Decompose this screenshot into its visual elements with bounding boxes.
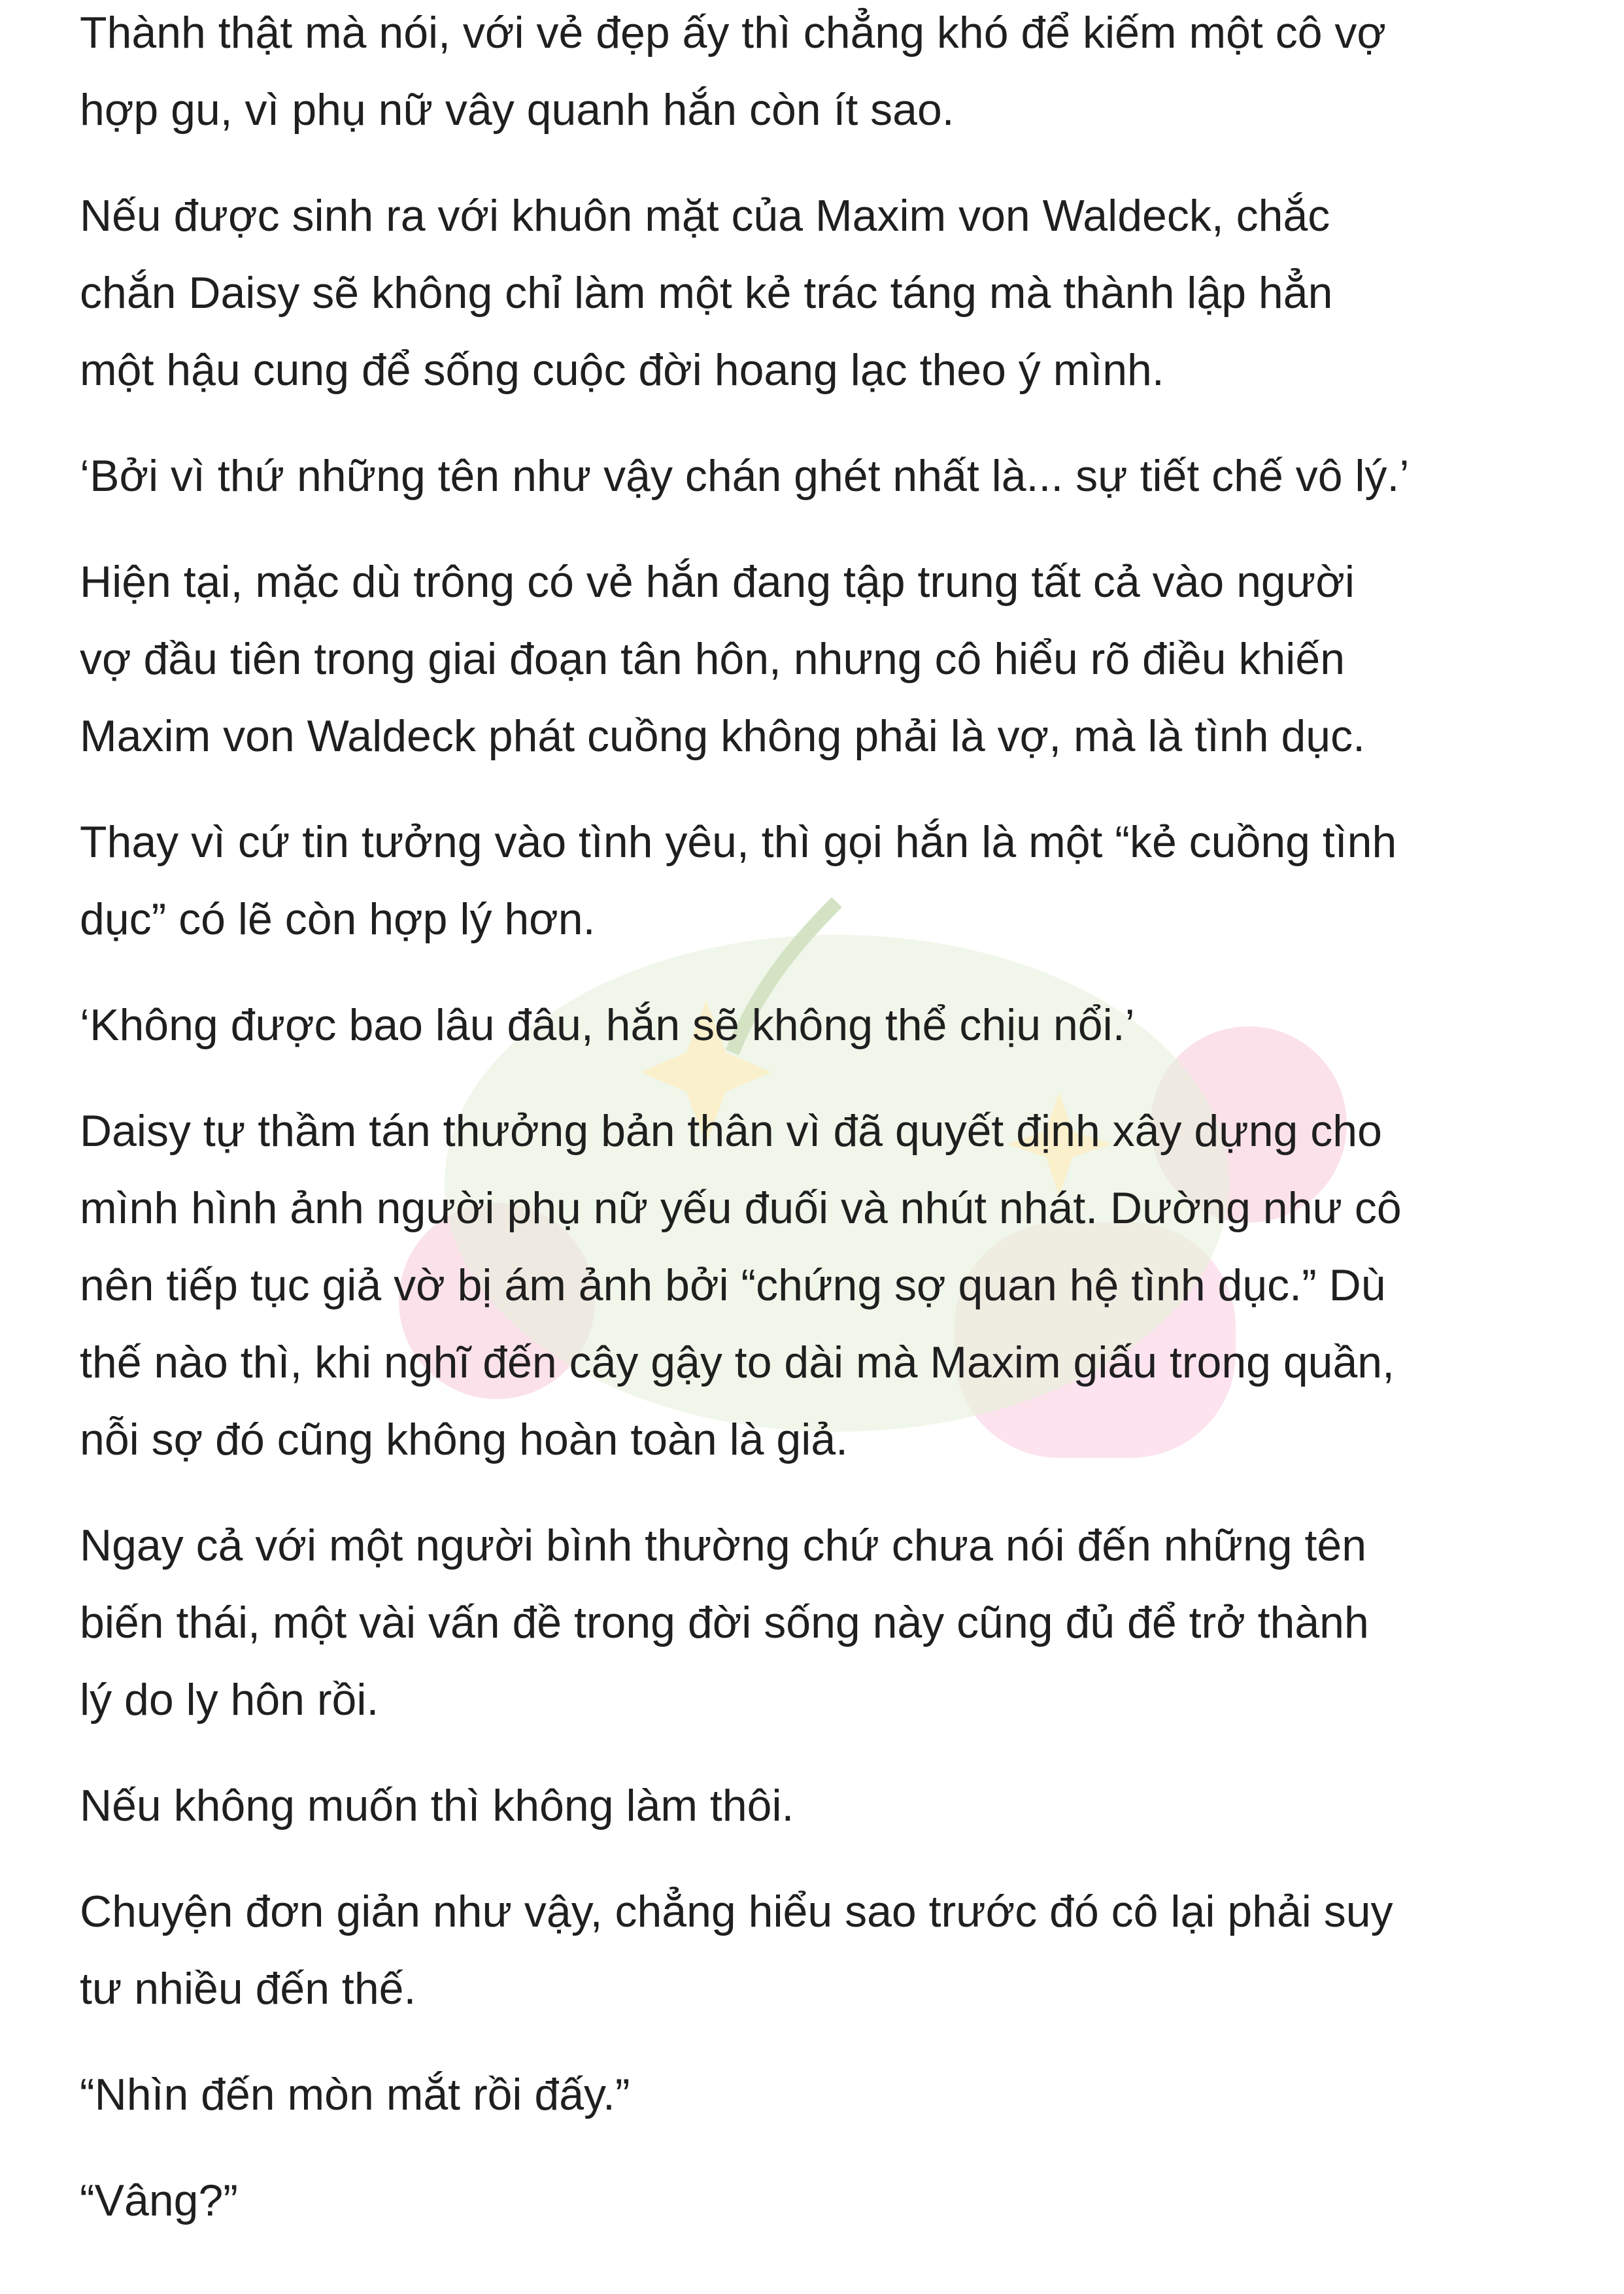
text-line: Thành thật mà nói, với vẻ đẹp ấy thì chẳng khó để kiếm một cô vợ <box>80 8 1386 58</box>
paragraph <box>80 177 1598 409</box>
text-line: Maxim von Waldeck phát cuồng không phải là vợ, mà là tình dục. <box>80 711 1365 761</box>
paragraph <box>80 1767 1598 1844</box>
text-line: Ngay cả với một người bình thường chứ chưa nói đến những tên <box>80 1521 1367 1570</box>
paragraph <box>80 987 1598 1064</box>
text-line: Chuyện đơn giản như vậy, chẳng hiểu sao trước đó cô lại phải suy <box>80 1887 1393 1936</box>
text-line: thế nào thì, khi nghĩ đến cây gậy to dài mà Maxim giấu trong quần, <box>80 1338 1395 1387</box>
paragraph <box>80 1873 1598 2027</box>
text-line: chắn Daisy sẽ không chỉ làm một kẻ trác táng mà thành lập hẳn <box>80 268 1333 318</box>
text-line: Nếu không muốn thì không làm thôi. <box>80 1781 794 1830</box>
text-line: “Vâng?” <box>80 2176 238 2225</box>
text-line: một hậu cung để sống cuộc đời hoang lạc theo ý mình. <box>80 345 1164 395</box>
paragraph <box>80 1507 1598 1738</box>
text-line: hợp gu, vì phụ nữ vây quanh hắn còn ít sao. <box>80 85 955 135</box>
paragraph <box>80 2056 1598 2133</box>
text-line: lý do ly hôn rồi. <box>80 1675 379 1725</box>
text-line: dục” có lẽ còn hợp lý hơn. <box>80 894 596 944</box>
paragraph <box>80 803 1598 958</box>
text-line: mình hình ảnh người phụ nữ yếu đuối và nhút nhát. Dường như cô <box>80 1183 1402 1233</box>
text-line: ‘Bởi vì thứ những tên như vậy chán ghét nhất là... sự tiết chế vô lý.’ <box>80 451 1410 501</box>
text-line: ‘Không được bao lâu đâu, hắn sẽ không thể chịu nổi.’ <box>80 1000 1135 1050</box>
text-line: Daisy tự thầm tán thưởng bản thân vì đã quyết định xây dựng cho <box>80 1106 1382 1156</box>
text-line: biến thái, một vài vấn đề trong đời sống này cũng đủ để trở thành <box>80 1598 1369 1647</box>
paragraph <box>80 543 1598 775</box>
paragraph <box>80 437 1598 514</box>
document-body <box>80 0 1598 2268</box>
text-line: Thay vì cứ tin tưởng vào tình yêu, thì gọi hắn là một “kẻ cuồng tình <box>80 817 1397 867</box>
text-line: vợ đầu tiên trong giai đoạn tân hôn, nhưng cô hiểu rõ điều khiến <box>80 634 1345 684</box>
paragraph <box>80 1092 1598 1478</box>
text-line: nỗi sợ đó cũng không hoàn toàn là giả. <box>80 1415 849 1464</box>
text-line: Nếu được sinh ra với khuôn mặt của Maxim von Waldeck, chắc <box>80 191 1330 241</box>
text-line: Hiện tại, mặc dù trông có vẻ hắn đang tập trung tất cả vào người <box>80 557 1355 607</box>
paragraph <box>80 0 1598 148</box>
text-line: tư nhiều đến thế. <box>80 1964 416 2014</box>
text-line: nên tiếp tục giả vờ bị ám ảnh bởi “chứng sợ quan hệ tình dục.” Dù <box>80 1260 1386 1310</box>
paragraph <box>80 2162 1598 2239</box>
text-line: “Nhìn đến mòn mắt rồi đấy.” <box>80 2070 630 2119</box>
